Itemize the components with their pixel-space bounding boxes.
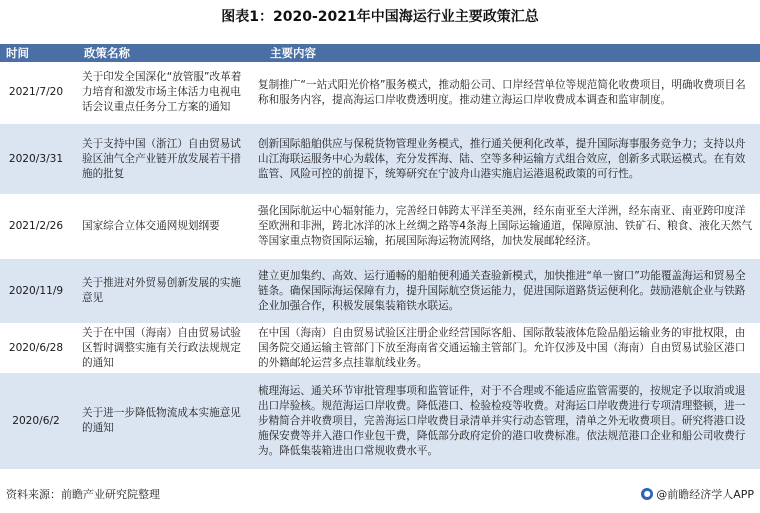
row-date: 2020/11/9 bbox=[8, 284, 64, 297]
row-policy-name: 关于进一步降低物流成本实施意见的通知 bbox=[82, 407, 241, 434]
table-row bbox=[0, 124, 760, 195]
table-header bbox=[0, 44, 760, 62]
source-note: 资料来源：前瞻产业研究院整理 bbox=[6, 488, 160, 501]
row-content: 在中国（海南）自由贸易试验区注册企业经营国际客船、国际散装液体危险品船运输业务的审批权限，由国务院交通运输主管部门下放至海南省交通运输主管部门。允许仅涉及中国（海南）自由贸易试验区港口的外籍邮轮运营多点挂靠航线业务。 bbox=[258, 326, 746, 369]
brand-name: @前瞻经济学人APP bbox=[656, 488, 754, 501]
row-content: 建立更加集约、高效、运行通畅的船舶便利通关查验新模式，加快推进“单一窗口”功能覆盖海运和贸易全链条。确保国际海运保障有力，提升国际航空货运能力，促进国际道路货运便利化。鼓励港航企业与铁路企业加强合作，积极发展集装箱铁水联运。 bbox=[258, 269, 746, 312]
row-policy-name: 关于在中国（海南）自由贸易试验区暂时调整实施有关行政法规规定的通知 bbox=[82, 326, 241, 369]
policy-table bbox=[0, 44, 760, 474]
row-policy-name: 关于印发全国深化“放管服”改革着力培育和激发市场主体活力电视电话会议重点任务分工方案的通知 bbox=[82, 71, 242, 113]
row-date: 2021/7/20 bbox=[8, 86, 64, 98]
row-content: 梳理海运、通关环节审批管理事项和监管证件，对于不合理或不能适应监管需要的，按规定予以取消或退出口岸验核。规范海运口岸收费。降低港口、检验检疫等收费。对海运口岸收费进行专项清理整顿，进一步精简合并收费项目，完善海运口岸收费目录清单并实行动态管理，清单之外无收费项目。研究将港口设施保安费等并入港口作业包干费，降低部分政府定价的港口收费标准。依法规范港口企业和船公司收费行为。降低集装箱进出口常规收费水平。 bbox=[258, 384, 746, 457]
row-policy-name: 关于支持中国（浙江）自由贸易试验区油气全产业链开放发展若干措施的批复 bbox=[82, 137, 241, 180]
row-content: 复制推广“一站式阳光价格”服务模式，推动船公司、口岸经营单位等规范简化收费项目，明确收费项目名称和服务内容，提高海运口岸收费透明度。推动建立海运口岸收费成本调查和监审制度。 bbox=[258, 78, 746, 106]
header-name: 政策名称 bbox=[84, 46, 130, 60]
row-content: 创新国际船舶供应与保税货物管理业务模式，推行通关便利化改革，提升国际海事服务竞争力；支持以舟山江海联运服务中心为载体，充分发挥海、陆、空等多种运输方式组合效应，创新多式联运模式。在有效监管、风险可控的前提下，统筹研究在宁波舟山港实施启运港退税政策的可行性。 bbox=[258, 137, 746, 180]
table-row bbox=[0, 259, 760, 324]
brand-logo-icon: ● bbox=[641, 488, 653, 500]
row-policy-name: 关于推进对外贸易创新发展的实施意见 bbox=[82, 277, 241, 304]
row-content: 强化国际航运中心辐射能力，完善经日韩跨太平洋至美洲，经东南亚至大洋洲，经东南亚、南亚跨印度洋至欧洲和非洲，跨北冰洋的冰上丝绸之路等4条海上国际运输通道，保障原油、铁矿石、粮食、液化天然气等国家重点物资国际运输，拓展国际海运物流网络，加快发展邮轮经济。 bbox=[258, 205, 753, 247]
header-content: 主要内容 bbox=[270, 46, 316, 60]
table-row bbox=[0, 62, 760, 124]
row-date: 2020/6/28 bbox=[8, 341, 64, 354]
table-row bbox=[0, 195, 760, 259]
table-row bbox=[0, 324, 760, 373]
footer bbox=[6, 484, 754, 504]
row-date: 2020/6/2 bbox=[12, 414, 60, 427]
table-title: 图表1：2020-2021年中国海运行业主要政策汇总 bbox=[221, 9, 539, 25]
row-policy-name: 国家综合立体交通网规划纲要 bbox=[82, 220, 220, 232]
table-row bbox=[0, 373, 760, 470]
header-date: 时间 bbox=[6, 46, 29, 60]
row-date: 2021/2/26 bbox=[8, 220, 64, 232]
brand-logo bbox=[641, 486, 754, 502]
row-date: 2020/3/31 bbox=[8, 152, 64, 165]
